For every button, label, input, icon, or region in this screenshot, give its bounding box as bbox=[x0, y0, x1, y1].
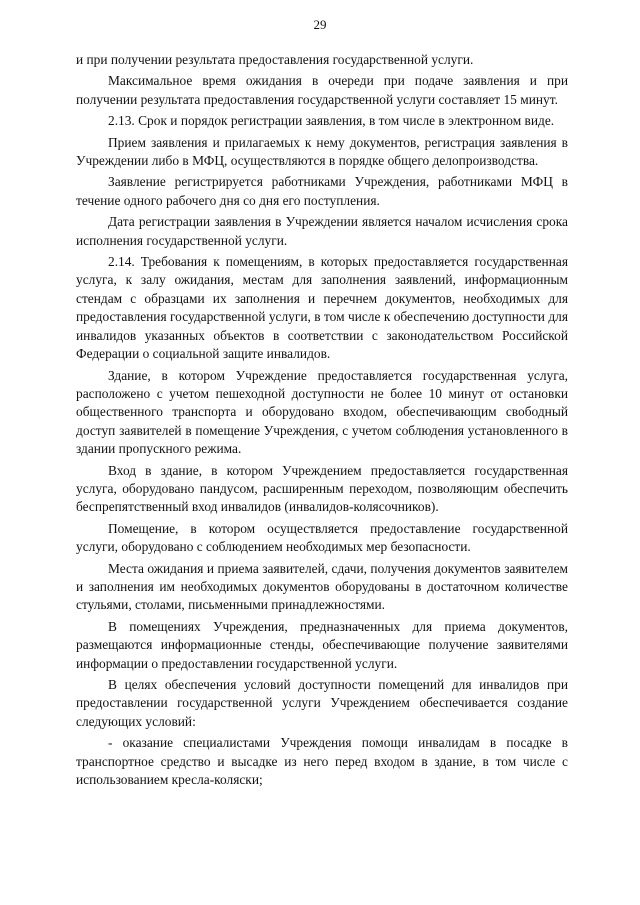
paragraph-registration-order: Прием заявления и прилагаемых к нему документов, регистрация заявления в Учреждении либо в МФЦ, осуществляются в порядке общего делопроизводства. bbox=[76, 134, 568, 169]
paragraph-waiting-places: Места ожидания и приема заявителей, сдачи, получения документов заявителем и заполнения им необходимых документов оборудованы в достаточном количестве стульями, столами, письменными принадлежностями. bbox=[76, 560, 568, 613]
paragraph-building: Здание, в котором Учреждение предоставляется государственная услуга, расположено с учетом пешеходной доступности не более 10 минут от остановки общественного транспорта и оборудовано входом, обеспечивающим свободный доступ заявителей в помещение Учреждения, с учетом соблюдения установленного в здании пропускного режима. bbox=[76, 367, 568, 457]
page-number: 29 bbox=[313, 17, 327, 32]
document-body bbox=[76, 51, 568, 792]
section-2-14-heading: 2.14. Требования к помещениям, в которых предоставляется государственная услуга, к залу ожидания, местам для заполнения заявлений, информационным стендам с образцами их заполнения и перечнем документов, необходимых для предоставления государственной услуги, в том числе к обеспечению доступности для инвалидов указанных объектов в соответствии с законодательством Российской Федерации о социальной защите инвалидов. bbox=[76, 254, 568, 362]
paragraph-registration-staff: Заявление регистрируется работниками Учреждения, работниками МФЦ в течение одного рабочего дня со дня его поступления. bbox=[76, 174, 568, 208]
section-2-13-heading: 2.13. Срок и порядок регистрации заявления, в том числе в электронном виде. bbox=[108, 113, 555, 129]
paragraph-entrance: Вход в здание, в котором Учреждением предоставляется государственная услуга, оборудовано пандусом, расширенным переходом, позволяющим обеспечить беспрепятственный вход инвалидов (инвалидов-колясочников). bbox=[76, 462, 568, 515]
paragraph-waiting-time: Максимальное время ожидания в очереди при подаче заявления и при получении результата предоставления государственной услуги составляет 15 минут. bbox=[76, 73, 568, 107]
list-item-assistance: - оказание специалистами Учреждения помощи инвалидам в посадке в транспортное средство и высадке из него перед входом в здание, в том числе с использованием кресла-коляски; bbox=[76, 735, 568, 788]
paragraph-premises-safety: Помещение, в котором осуществляется предоставление государственной услуги, оборудовано с соблюдением необходимых мер безопасности. bbox=[76, 520, 568, 555]
paragraph-info-stands: В помещениях Учреждения, предназначенных для приема документов, размещаются информационные стенды, обеспечивающие получение заявителями информации о предоставлении государственной услуги. bbox=[76, 618, 568, 671]
paragraph-continuation: и при получении результата предоставления государственной услуги. bbox=[76, 52, 474, 67]
paragraph-registration-date: Дата регистрации заявления в Учреждении является началом исчисления срока исполнения государственной услуги. bbox=[76, 214, 568, 248]
paragraph-accessibility-conditions: В целях обеспечения условий доступности помещений для инвалидов при предоставлении государственной услуги Учреждением обеспечивается создание следующих условий: bbox=[76, 677, 568, 729]
